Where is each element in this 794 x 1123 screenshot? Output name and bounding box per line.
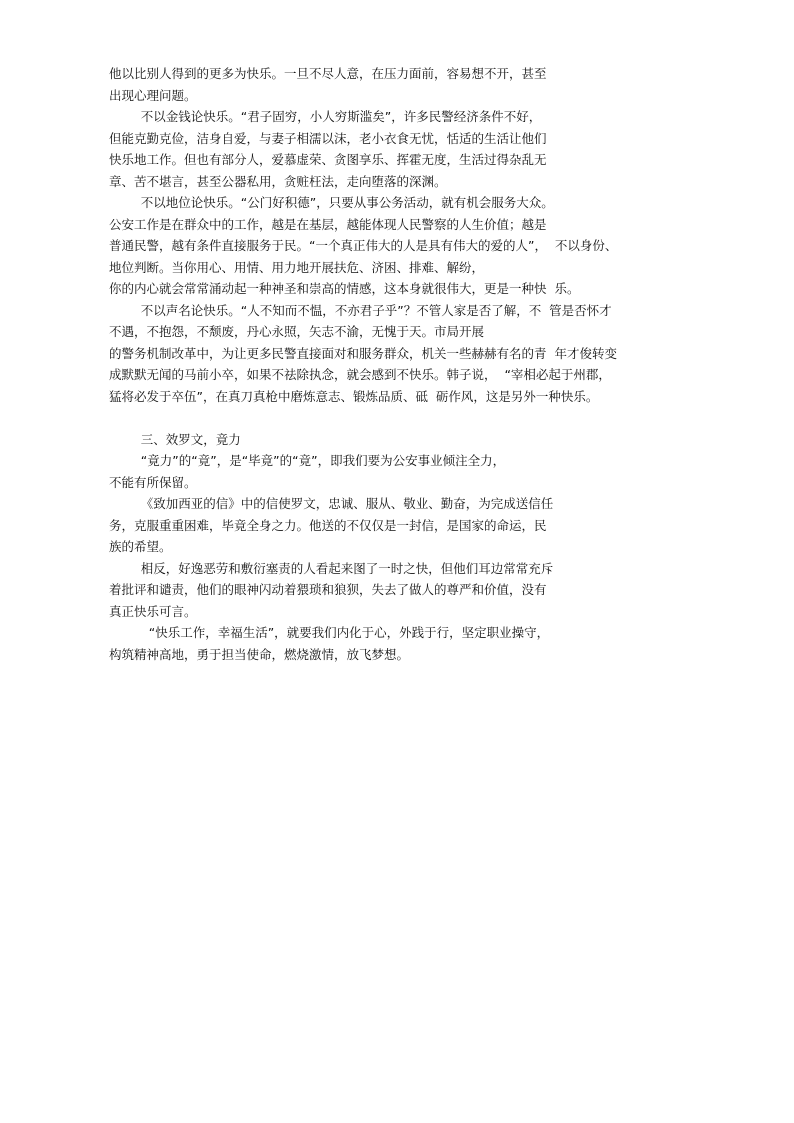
text-line: 不遇，不抱怨，不颓废，丹心永照，矢志不渝，无愧于天。市局开展 — [109, 324, 485, 339]
text-line: 猛将必发于卒伍”，在真刀真枪中磨炼意志、锻炼品质、砥 砺作风，这是另外一种快乐。 — [109, 389, 599, 404]
text-line: 不以声名论快乐。“人不知而不愠，不亦君子乎”？不管人家是否了解，不 管是否怀才 — [109, 303, 612, 318]
text-line: 出现心理问题。 — [109, 88, 197, 103]
text-line: 族的希望。 — [109, 539, 172, 554]
text-line: 快乐地工作。但也有部分人，爱慕虚荣、贪图享乐、挥霍无度，生活过得杂乱无 — [109, 152, 547, 167]
text-line: 他以比别人得到的更多为快乐。一旦不尽人意，在压力面前，容易想不开，甚至 — [109, 66, 547, 81]
section-heading: 三、效罗文，竟力 — [109, 432, 241, 447]
text-line: 地位判断。当你用心、用情、用力地开展扶危、济困、排难、解纷， — [109, 260, 485, 275]
text-line: 成默默无闻的马前小卒，如果不祛除执念，就会感到不快乐。韩子说， “宰相必起于州郡， — [109, 367, 611, 382]
text-line: 不以金钱论快乐。“君子固穷，小人穷斯滥矣”，许多民警经济条件不好， — [109, 109, 542, 124]
text-line: 的警务机制改革中，为让更多民警直接面对和服务群众，机关一些赫赫有名的青 年才俊转变 — [109, 346, 617, 361]
text-line: 《致加西亚的信》中的信使罗文，忠诚、服从、敬业、勤奋，为完成送信任 — [109, 496, 554, 511]
text-line: 不能有所保留。 — [109, 475, 197, 490]
text-line: 相反，好逸恶劳和敷衍塞责的人看起来图了一时之快，但他们耳边常常充斥 — [109, 561, 554, 576]
text-line: 不以地位论快乐。“公门好积德”，只要从事公务活动，就有机会服务大众。 — [109, 195, 554, 210]
text-line: 真正快乐可言。 — [109, 604, 197, 619]
text-line: 普通民警，越有条件直接服务于民。“一个真正伟大的人是具有伟大的爱的人”， 不以身份、 — [109, 238, 618, 253]
text-line: 公安工作是在群众中的工作，越是在基层，越能体现人民警察的人生价值；越是 — [109, 217, 547, 232]
text-line: 你的内心就会常常涌动起一种神圣和崇高的情感，这本身就很伟大，更是一种快 乐。 — [109, 281, 580, 296]
text-line: 务，克服重重困难，毕竟全身之力。他送的不仅仅是一封信，是国家的命运，民 — [109, 518, 547, 533]
text-line: 章、苦不堪言，甚至公器私用，贪赃枉法，走向堕落的深渊。 — [109, 174, 447, 189]
text-line: “快乐工作，幸福生活”，就要我们内化于心，外践于行，坚定职业操守， — [109, 625, 550, 640]
text-line: 构筑精神高地，勇于担当使命，燃烧激情，放飞梦想。 — [109, 647, 410, 662]
text-line: 但能克勤克俭，洁身自爱，与妻子相濡以沫，老小衣食无忧，恬适的生活让他们 — [109, 131, 547, 146]
text-line: 着批评和谴责，他们的眼神闪动着猥琐和狼狈，失去了做人的尊严和价值，没有 — [109, 582, 547, 597]
text-line: “竟力”的“竟”，是“毕竟”的“竟”，即我们要为公安事业倾注全力， — [109, 453, 506, 468]
